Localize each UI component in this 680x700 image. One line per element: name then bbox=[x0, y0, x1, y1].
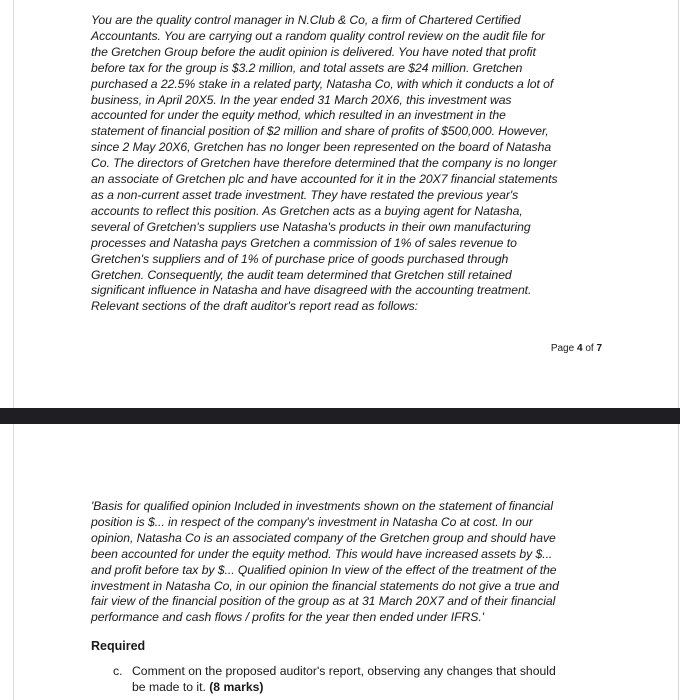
page-number-current: 4 bbox=[576, 343, 583, 354]
page-number bbox=[551, 343, 602, 354]
question-marker: c. bbox=[113, 664, 123, 678]
page-number-of: of bbox=[585, 343, 594, 354]
question-body bbox=[132, 664, 612, 696]
auditor-report-excerpt: 'Basis for qualified opinion Included in investments shown on the statement of financial position is $... in respect of the company's investment in Natasha Co at cost. In our opinion, Natasha Co is an associated company of the Gretchen group and should have been accounted for under the equity method. This would have increased assets by $... and profit before tax by $... Qualified opinion In view of the effect of the treatment of the investment in Natasha Co, in our opinion the financial statements do not give a true and fair view of the financial position of the group as at 31 March 20X7 and of their financial performance and cash flows / profits for the year then ended under IFRS.' bbox=[91, 499, 559, 625]
page-number-label: Page bbox=[550, 343, 575, 354]
question-text: Comment on the proposed auditor's report, observing any changes that should be made to it. bbox=[132, 664, 556, 694]
required-heading: Required bbox=[91, 639, 146, 653]
question-marks: (8 marks) bbox=[209, 679, 264, 694]
document-page-5 bbox=[13, 424, 679, 700]
page-divider bbox=[0, 408, 680, 424]
page-number-total: 7 bbox=[596, 343, 602, 354]
document-page-4 bbox=[13, 0, 679, 408]
scenario-paragraph: You are the quality control manager in N.Club & Co, a firm of Chartered Certified Accountants. You are carrying out a random quality control review on the audit file for the Gretchen Group before the audit opinion is delivered. You have noted that profit before tax for the group is $3.2 million, and total assets are $24 million. Gretchen purchased a 22.5% stake in a related party, Natasha Co, with which it conducts a lot of business, in April 20X5. In the year ended 31 March 20X6, this investment was accounted for under the equity method, which resulted in an investment in the statement of financial position of $2 million and share of profits of $500,000. However, since 2 May 20X6, Gretchen has no longer been represented on the board of Natasha Co. The directors of Gretchen have therefore determined that the company is no longer an associate of Gretchen plc and have accounted for it in the 20X7 financial statements as a non-current asset trade investment. They have restated the previous year's accounts to reflect this position. As Gretchen acts as a buying agent for Natasha, several of Gretchen's suppliers use Natasha's products in their own manufacturing processes and Natasha pays Gretchen a commission of 1% of sales revenue to Gretchen's suppliers and of 1% of purchase price of goods purchased through Gretchen. Consequently, the audit team determined that Gretchen still retained significant influence in Natasha and have disagreed with the accounting treatment. Relevant sections of the draft auditor's report read as follows: bbox=[91, 13, 558, 314]
